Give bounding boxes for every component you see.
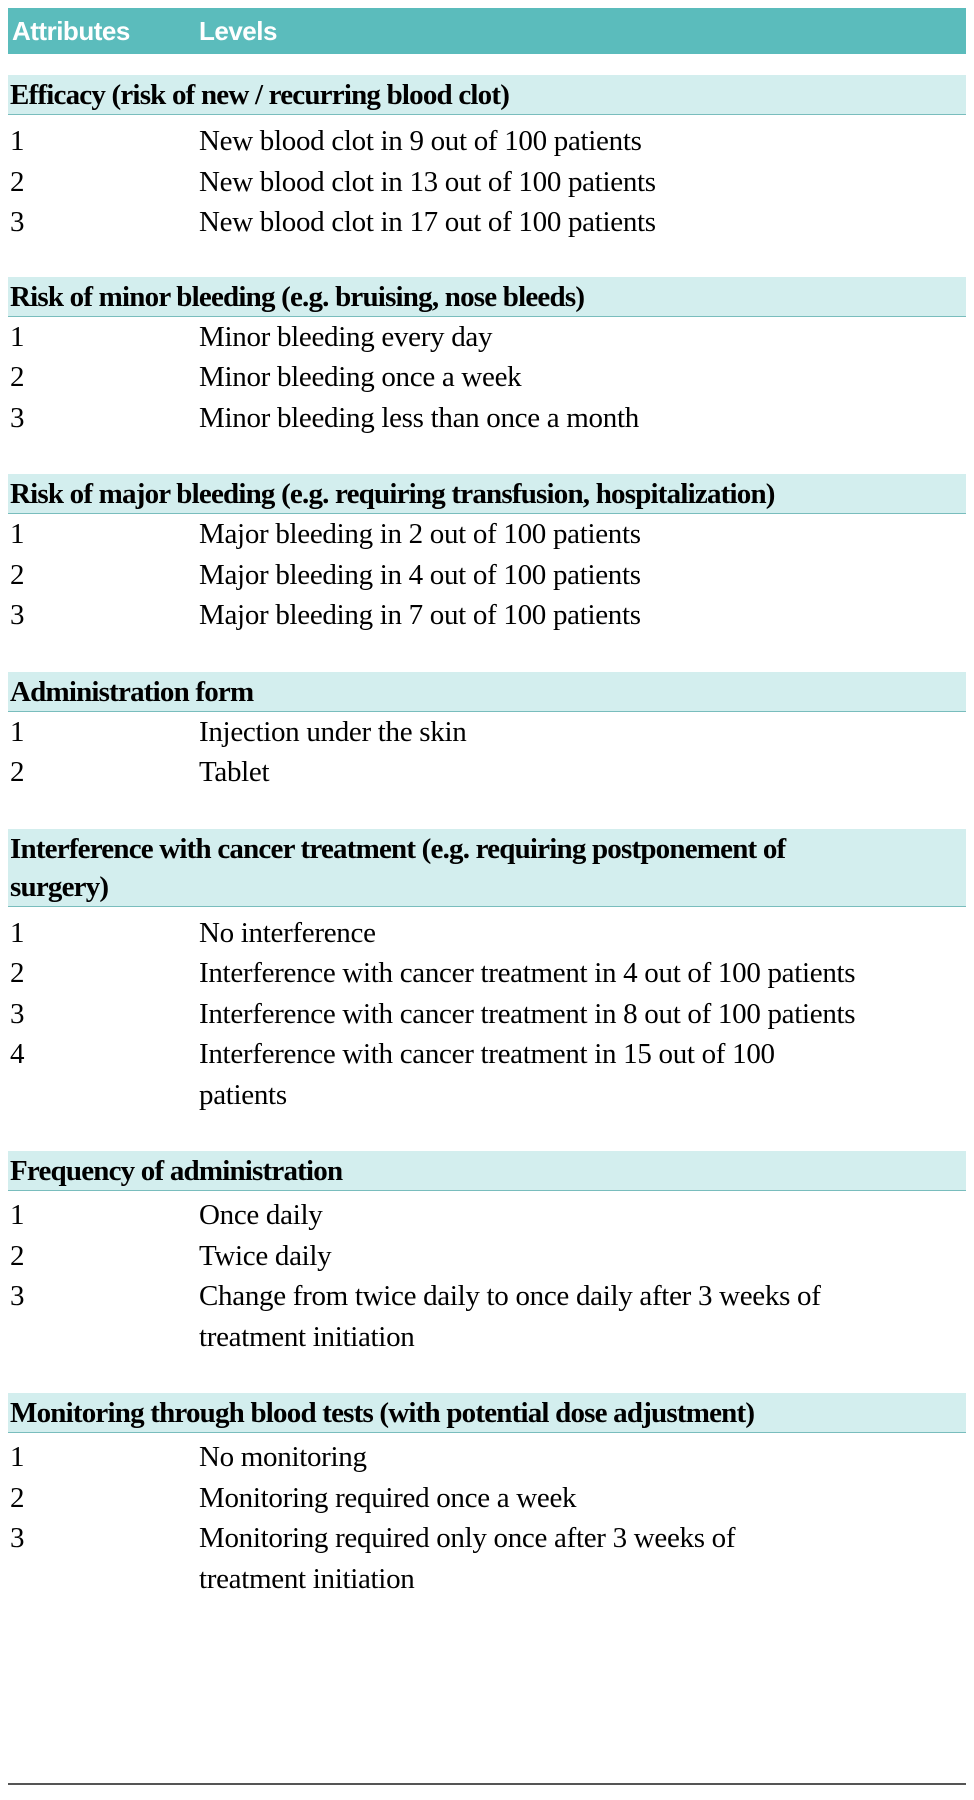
level-text: Major bleeding in 2 out of 100 patients <box>199 518 641 550</box>
level-number: 2 <box>10 558 25 591</box>
level-number: 3 <box>10 206 25 238</box>
table-header <box>8 8 966 54</box>
table-row <box>8 162 966 203</box>
level-text: New blood clot in 17 out of 100 patients <box>199 206 656 238</box>
level-text: Major bleeding in 4 out of 100 patients <box>199 558 641 591</box>
table-row <box>8 1276 966 1357</box>
table-row <box>8 555 966 596</box>
level-text: Change from twice daily to once daily after 3 weeks of treatment initiation <box>199 1280 821 1353</box>
section-title: Efficacy (risk of new / recurring blood clot) <box>8 75 966 115</box>
level-number: 3 <box>10 401 25 434</box>
header-attributes: Attributes <box>12 15 130 46</box>
level-text: Once daily <box>199 1199 323 1231</box>
level-number: 2 <box>10 361 25 393</box>
table-row <box>8 595 966 636</box>
level-text: Monitoring required only once after 3 weeks of treatment initiation <box>199 1522 736 1595</box>
level-number: 2 <box>10 756 25 788</box>
table-row <box>8 1195 966 1236</box>
level-text: Monitoring required once a week <box>199 1481 577 1514</box>
level-number: 1 <box>10 916 25 949</box>
table-row <box>8 514 966 555</box>
section-efficacy <box>8 75 966 243</box>
section-title: Administration form <box>8 672 966 712</box>
level-number: 1 <box>10 320 25 353</box>
level-number: 2 <box>10 1239 25 1272</box>
table-row <box>8 121 966 162</box>
table-row <box>8 953 966 994</box>
level-number: 4 <box>10 1038 25 1070</box>
level-number: 1 <box>10 1441 25 1473</box>
level-number: 3 <box>10 997 25 1030</box>
level-text: Interference with cancer treatment in 4 out of 100 patients <box>199 957 856 989</box>
table-row <box>8 357 966 398</box>
table-row <box>8 202 966 243</box>
level-number: 1 <box>10 518 25 550</box>
table-row <box>8 1034 966 1115</box>
table-row <box>8 398 966 439</box>
section-major-bleeding <box>8 474 966 636</box>
section-title: Risk of minor bleeding (e.g. bruising, nose bleeds) <box>8 277 966 317</box>
table-row <box>8 1518 966 1599</box>
level-number: 3 <box>10 1280 25 1312</box>
table-row <box>8 752 966 793</box>
section-title: Frequency of administration <box>8 1151 966 1191</box>
level-number: 3 <box>10 1522 25 1554</box>
level-number: 1 <box>10 125 25 157</box>
level-number: 2 <box>10 165 25 198</box>
level-text: Twice daily <box>199 1239 332 1272</box>
level-text: Minor bleeding less than once a month <box>199 401 639 434</box>
table-row <box>8 712 966 753</box>
level-number: 1 <box>10 715 25 748</box>
table-row <box>8 1478 966 1519</box>
attributes-levels-table <box>8 8 966 1599</box>
section-minor-bleeding <box>8 277 966 439</box>
table-row <box>8 1236 966 1277</box>
table-row <box>8 994 966 1035</box>
section-title: Risk of major bleeding (e.g. requiring transfusion, hospitalization) <box>8 474 966 514</box>
level-number: 2 <box>10 1481 25 1514</box>
level-text: Interference with cancer treatment in 8 out of 100 patients <box>199 997 856 1030</box>
section-administration-form <box>8 672 966 793</box>
section-cancer-treatment-interference <box>8 829 966 1116</box>
section-frequency <box>8 1151 966 1357</box>
level-text: Injection under the skin <box>199 715 467 748</box>
level-number: 2 <box>10 957 25 989</box>
table-bottom-rule <box>8 1783 966 1785</box>
section-title: Interference with cancer treatment (e.g. requiring postponement of surgery) <box>8 829 966 907</box>
level-text: No interference <box>199 916 376 949</box>
level-text: No monitoring <box>199 1441 367 1473</box>
table-row <box>8 1437 966 1478</box>
level-number: 3 <box>10 599 25 631</box>
table-row <box>8 913 966 954</box>
header-levels: Levels <box>199 15 277 46</box>
section-title: Monitoring through blood tests (with potential dose adjustment) <box>8 1393 966 1433</box>
level-text: Major bleeding in 7 out of 100 patients <box>199 599 641 631</box>
level-text: New blood clot in 13 out of 100 patients <box>199 165 656 198</box>
level-number: 1 <box>10 1199 25 1231</box>
level-text: New blood clot in 9 out of 100 patients <box>199 125 642 157</box>
section-monitoring <box>8 1393 966 1599</box>
level-text: Minor bleeding once a week <box>199 361 522 393</box>
level-text: Minor bleeding every day <box>199 320 493 353</box>
table-row <box>8 317 966 358</box>
level-text: Interference with cancer treatment in 15 out of 100 patients <box>199 1038 775 1111</box>
level-text: Tablet <box>199 756 270 788</box>
